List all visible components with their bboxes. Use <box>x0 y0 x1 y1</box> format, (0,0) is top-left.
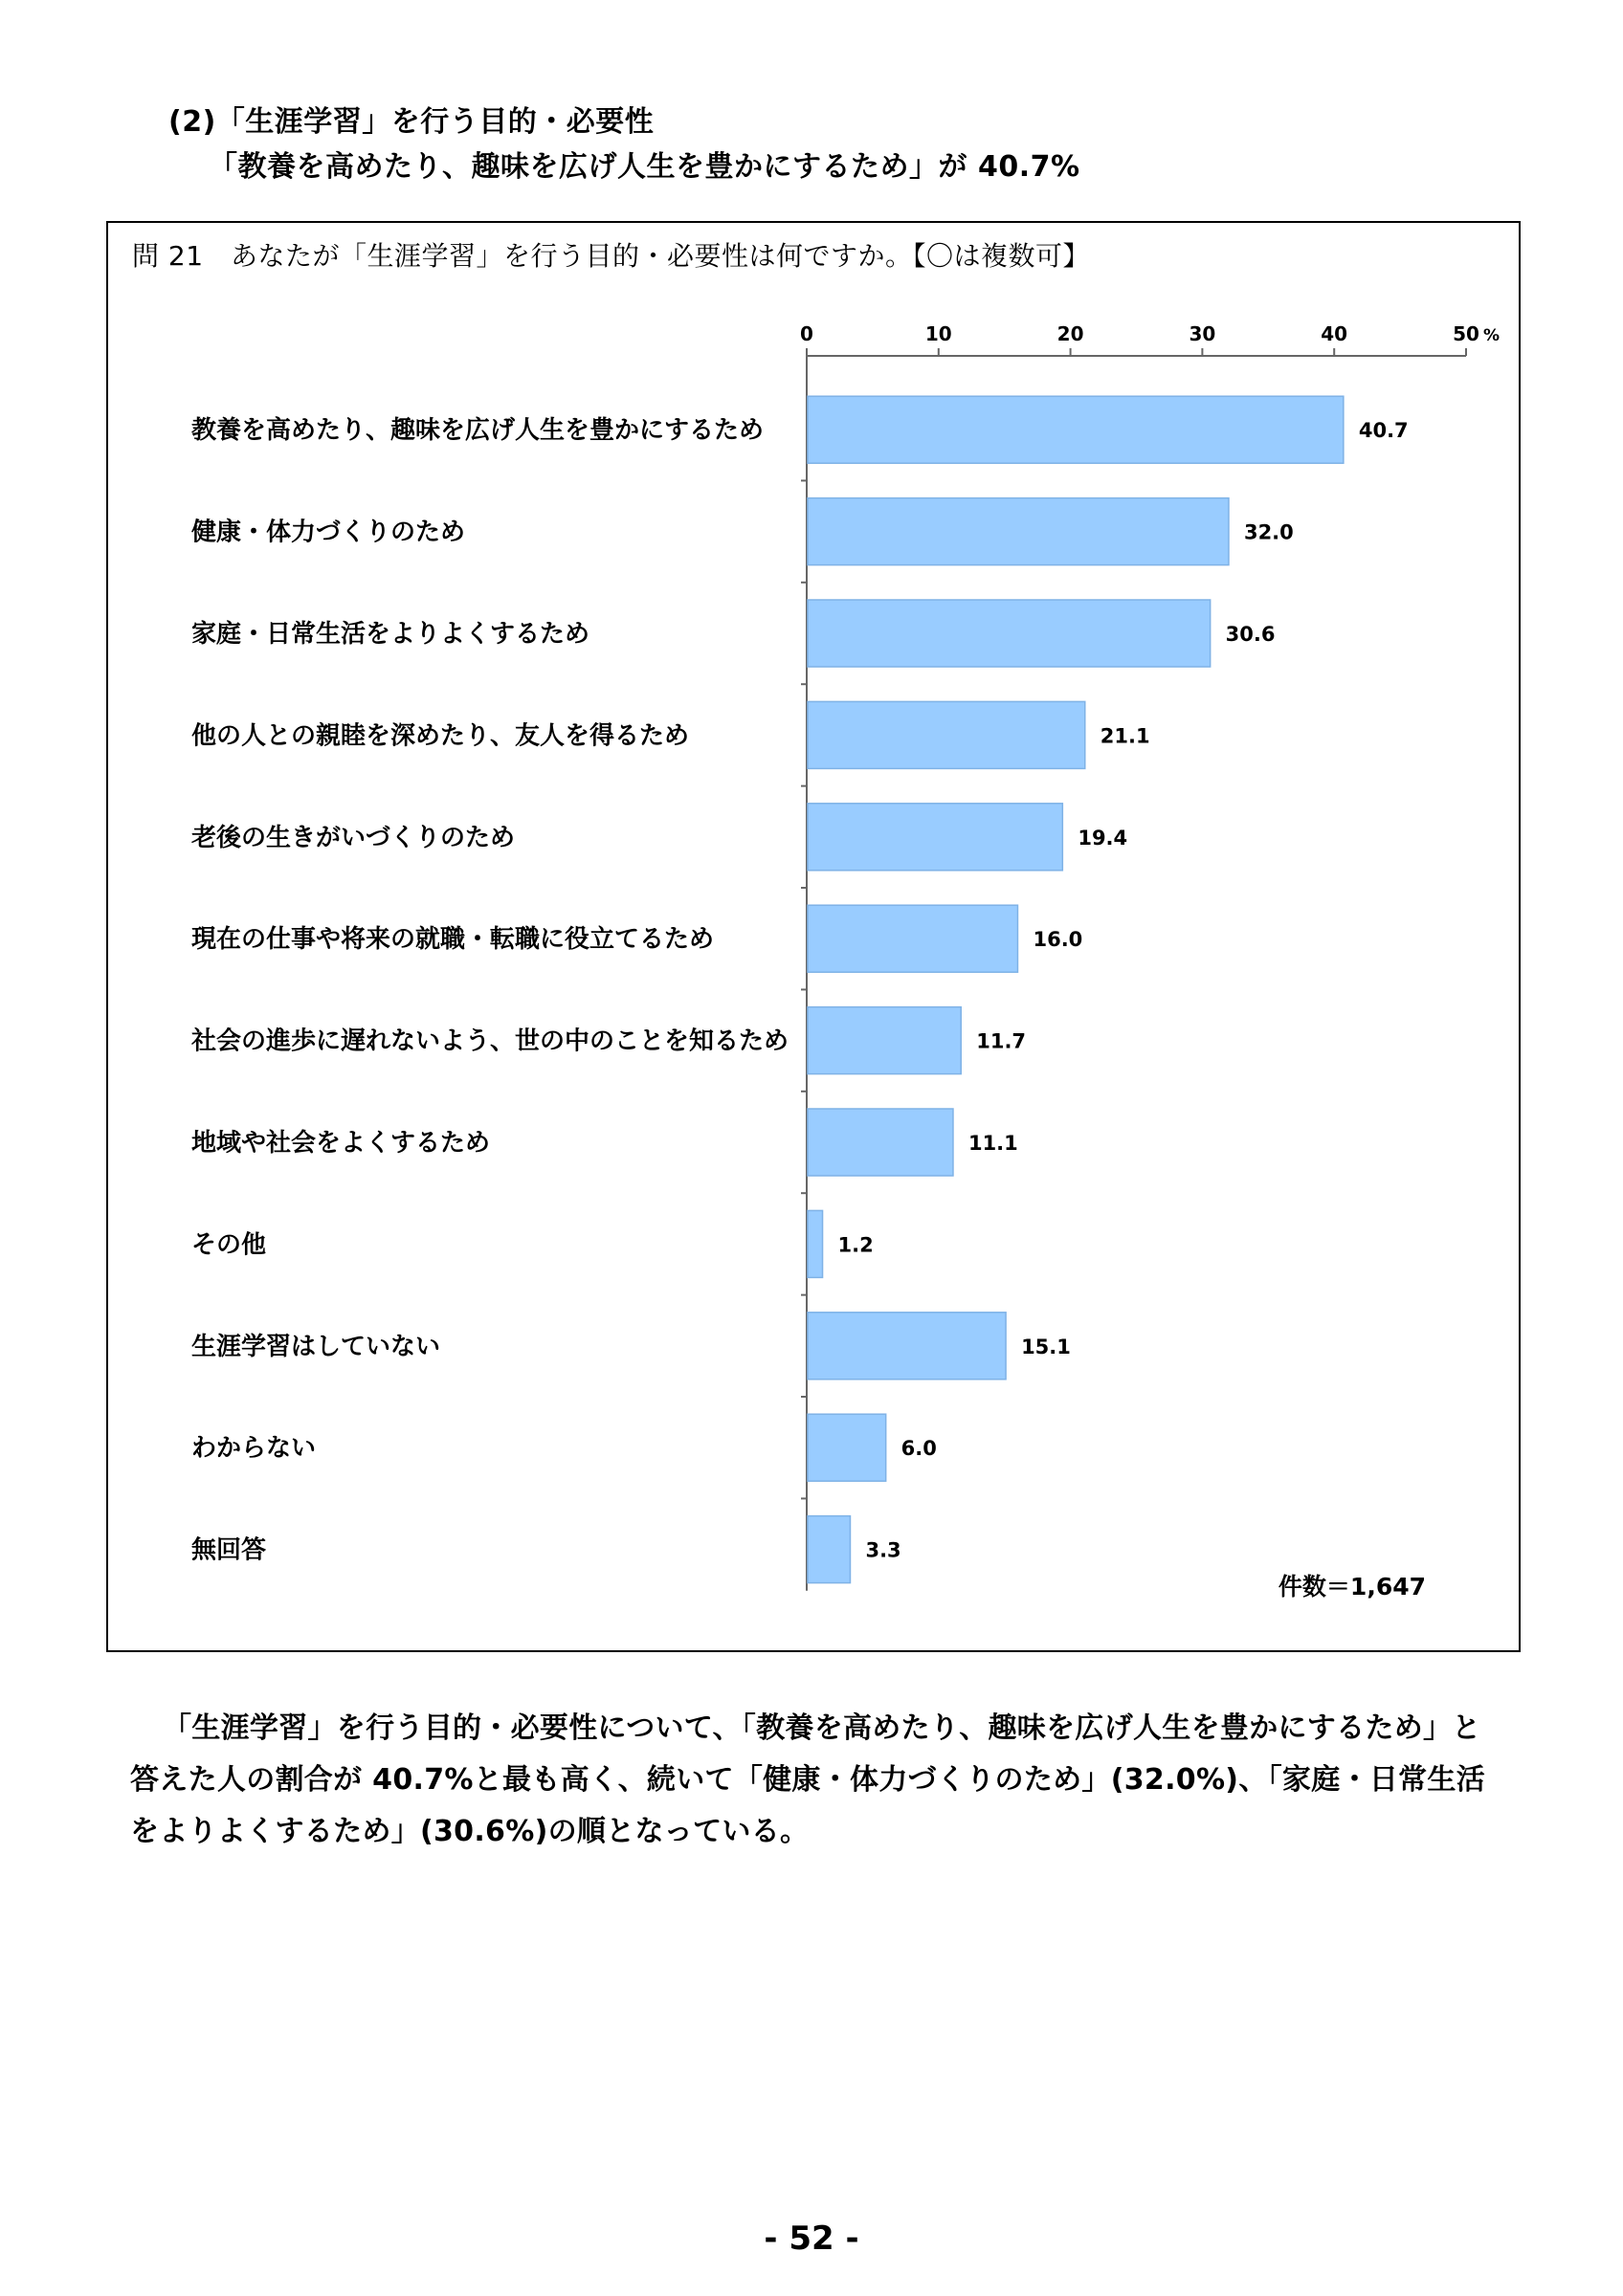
page-number: - 52 - <box>764 2219 859 2258</box>
x-tick-label: 30 <box>1189 322 1216 345</box>
category-label: その他 <box>191 1230 267 1260</box>
x-tick-label: 40 <box>1321 322 1348 345</box>
value-label: 40.7 <box>1358 419 1409 443</box>
bar <box>808 804 1062 871</box>
bar <box>808 1516 850 1583</box>
bar <box>808 1007 961 1074</box>
x-tick-label: 50 <box>1453 322 1479 345</box>
category-label: 地域や社会をよくするため <box>191 1129 491 1158</box>
section-subtitle: 「教養を高めたり、趣味を広げ人生を豊かにするため」が 40.7% <box>209 149 1080 184</box>
value-label: 16.0 <box>1033 928 1083 952</box>
x-unit-label: % <box>1483 326 1501 345</box>
value-label: 1.2 <box>837 1233 874 1257</box>
category-label: 生涯学習はしていない <box>191 1332 441 1361</box>
category-label: 他の人との親睦を深めたり、友人を得るため <box>191 721 690 751</box>
bar <box>808 396 1344 463</box>
category-label: 無回答 <box>191 1535 267 1565</box>
bar <box>808 1414 886 1481</box>
value-label: 6.0 <box>900 1437 937 1461</box>
x-tick-label: 20 <box>1056 322 1084 345</box>
section-title: (2)「生涯学習」を行う目的・必要性 <box>168 105 655 139</box>
bar <box>808 701 1085 768</box>
value-label: 30.6 <box>1225 623 1276 646</box>
bar <box>808 1313 1006 1380</box>
value-label: 32.0 <box>1243 520 1294 544</box>
bar <box>808 498 1229 565</box>
value-label: 11.1 <box>967 1132 1018 1155</box>
value-label: 19.4 <box>1078 826 1128 850</box>
value-label: 15.1 <box>1021 1335 1071 1358</box>
category-label: 老後の生きがいづくりのため <box>191 823 516 852</box>
value-label: 11.7 <box>976 1029 1027 1053</box>
bar <box>808 905 1017 972</box>
category-label: わからない <box>191 1434 317 1464</box>
category-label: 現在の仕事や将来の就職・転職に役立てるため <box>191 925 715 955</box>
x-tick-label: 0 <box>800 322 813 345</box>
category-label: 健康・体力づくりのため <box>191 518 466 547</box>
category-label: 家庭・日常生活をよりよくするため <box>191 620 590 649</box>
category-label: 教養を高めたり、趣味を広げ人生を豊かにするため <box>191 416 765 446</box>
bar <box>808 1210 823 1277</box>
value-label: 3.3 <box>865 1538 901 1562</box>
bar <box>808 600 1211 667</box>
bar <box>808 1109 953 1176</box>
question-text: 問 21 あなたが「生涯学習」を行う目的・必要性は何ですか。【〇は複数可】 <box>132 240 1091 272</box>
summary-text <box>130 1703 1508 1858</box>
x-tick-label: 10 <box>924 322 952 345</box>
value-label: 21.1 <box>1100 724 1150 748</box>
summary-paragraph: 「生涯学習」を行う目的・必要性について、「教養を高めたり、趣味を広げ人生を豊かにするため」と答えた人の割合が 40.7%と最も高く、続いて「健康・体力づくりのため」(32.0%)、「家庭・日常生活をよりよくするため」(30.6%)の順となっている。 <box>130 1711 1486 1848</box>
sample-count-note: 件数＝1,647 <box>1278 1573 1426 1601</box>
category-label: 社会の進歩に遅れないよう、世の中のことを知るため <box>191 1027 789 1056</box>
